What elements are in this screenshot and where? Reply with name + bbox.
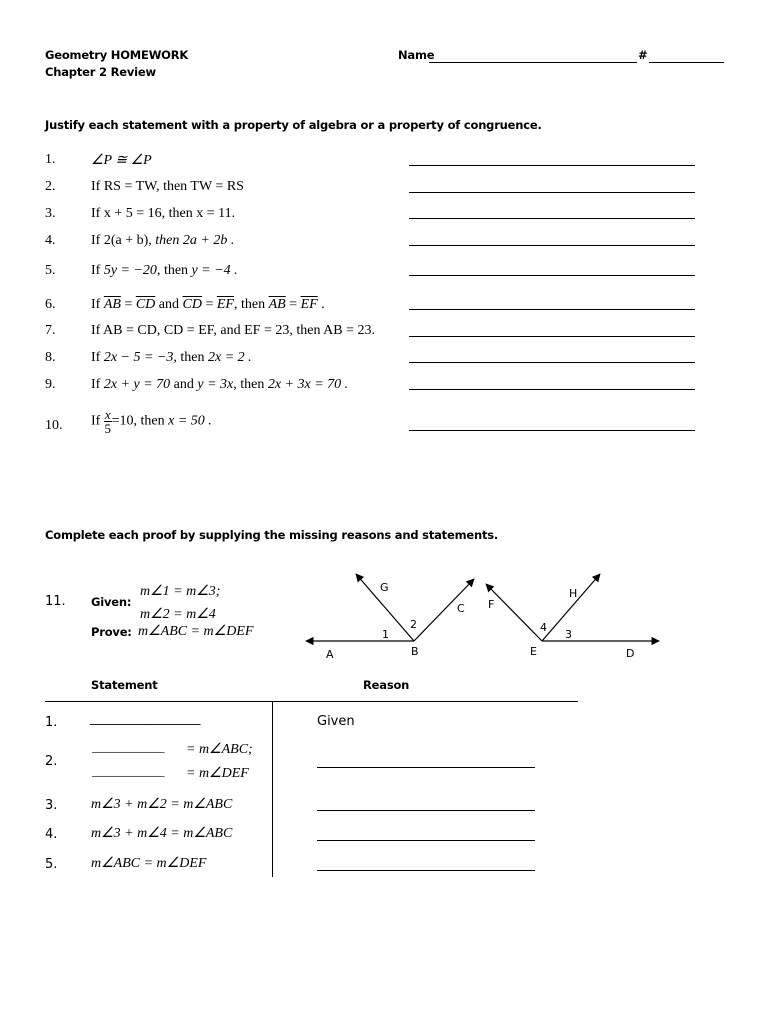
numerator: x (104, 407, 111, 422)
answer-blank-3[interactable] (409, 218, 695, 219)
reason-header: Reason (363, 678, 410, 692)
item-number: 8. (45, 350, 56, 365)
statement-6 (91, 297, 325, 313)
expression: 2x = 2 . (208, 350, 252, 365)
number-field[interactable] (649, 62, 724, 63)
item-number: 2. (45, 179, 56, 194)
then-word: , then (173, 350, 205, 365)
ray-EF (486, 584, 542, 641)
angle-label-2: 2 (410, 618, 417, 631)
item-number: 1. (45, 152, 56, 167)
statement-3: If x + 5 = 16, then x = 11. (91, 206, 236, 221)
segment: $\overline{EF}$ (300, 297, 318, 312)
problem-number: 11. (45, 594, 66, 609)
prove-statement: m∠ABC = m∠DEF (138, 624, 254, 639)
statement-2: If RS = TW, then TW = RS (91, 179, 244, 194)
statement-blank-1[interactable]: ____________________ (90, 711, 200, 725)
angle-label-4: 4 (540, 621, 547, 634)
given-statement-1: m∠1 = m∠3; (140, 584, 221, 599)
proof-row-number: 5. (45, 857, 58, 872)
equals: = (124, 297, 133, 312)
item-number: 10. (45, 418, 63, 433)
if-word: If (91, 413, 101, 429)
point-label-H: H (569, 587, 578, 600)
statement-2b: = m∠DEF (186, 766, 249, 781)
if-word: If (91, 377, 101, 392)
part2-instructions: Complete each proof by supplying the missing reasons and statements. (45, 528, 499, 542)
expression: 5y = −20 (103, 263, 157, 278)
reason-blank-4[interactable] (317, 840, 535, 841)
then-word: , then (233, 377, 265, 392)
table-divider-horizontal (45, 701, 578, 702)
reason-1: Given (317, 714, 355, 729)
item-number: 3. (45, 206, 56, 221)
statement-blank-2a[interactable]: ____________ (92, 739, 164, 754)
segment: $\overline{CD}$ (182, 297, 202, 312)
answer-blank-7[interactable] (409, 336, 695, 337)
point-label-C: C (457, 602, 465, 615)
then-word: then (155, 233, 180, 248)
expression: 2a + 2b . (182, 233, 235, 248)
if-word: If (91, 263, 101, 278)
item-number: 5. (45, 263, 56, 278)
angle-figure (0, 560, 770, 670)
statement-4 (91, 233, 234, 249)
segment: $\overline{EF}$ (216, 297, 234, 312)
statement-blank-2b[interactable]: ____________ (92, 763, 164, 778)
item-number: 9. (45, 377, 56, 392)
fraction (104, 408, 112, 435)
item-number: 7. (45, 323, 56, 338)
segment: $\overline{AB}$ (103, 297, 121, 312)
equals: = (205, 297, 214, 312)
period: . (321, 297, 325, 312)
answer-blank-5[interactable] (409, 275, 695, 276)
proof-row-number: 3. (45, 798, 58, 813)
name-label: Name (398, 48, 435, 62)
expression: =10 (111, 413, 134, 429)
point-label-F: F (488, 598, 495, 611)
answer-blank-8[interactable] (409, 362, 695, 363)
segment: $\overline{AB}$ (268, 297, 286, 312)
table-divider-vertical (272, 701, 273, 877)
expression: 2(a + b), (103, 233, 152, 248)
statement-5 (91, 263, 238, 279)
answer-blank-9[interactable] (409, 389, 695, 390)
prove-label: Prove: (91, 625, 132, 639)
and-word: and (158, 297, 180, 312)
answer-blank-4[interactable] (409, 245, 695, 246)
part1-instructions: Justify each statement with a property of algebra or a property of congruence. (45, 118, 542, 132)
equals: = (289, 297, 298, 312)
statement-9 (91, 377, 348, 393)
point-label-G: G (380, 581, 389, 594)
answer-blank-6[interactable] (409, 309, 695, 310)
answer-blank-1[interactable] (409, 165, 695, 166)
expression: 2x + 3x = 70 . (267, 377, 349, 392)
and-word: and (173, 377, 194, 392)
reason-blank-2[interactable] (317, 767, 535, 768)
statement-10 (91, 408, 212, 435)
statement-2a: = m∠ABC; (186, 742, 253, 757)
number-label: # (638, 48, 648, 62)
answer-blank-10[interactable] (409, 430, 695, 431)
reason-blank-3[interactable] (317, 810, 535, 811)
statement-4: m∠3 + m∠4 = m∠ABC (91, 826, 233, 841)
expression: 2x − 5 = −3 (103, 350, 174, 365)
then-word: , then (233, 297, 266, 312)
item-number: 6. (45, 297, 56, 312)
expression: y = −4 . (191, 263, 238, 278)
point-label-B: B (411, 645, 419, 658)
reason-blank-5[interactable] (317, 870, 535, 871)
if-word: If (91, 350, 101, 365)
item-number: 4. (45, 233, 56, 248)
expression: y = 3x (197, 377, 234, 392)
statement-5: m∠ABC = m∠DEF (91, 856, 207, 871)
statement-1: ∠P ≅ ∠P (91, 153, 152, 168)
if-word: If (91, 233, 101, 248)
denominator: 5 (104, 421, 111, 436)
proof-row-number: 4. (45, 827, 58, 842)
then-word: , then (156, 263, 189, 278)
proof-row-number: 2. (45, 754, 58, 769)
ray-BC (414, 579, 474, 641)
chapter-title: Chapter 2 Review (45, 65, 156, 79)
answer-blank-2[interactable] (409, 192, 695, 193)
statement-7: If AB = CD, CD = EF, and EF = 23, then AB = 23. (91, 323, 376, 338)
point-label-E: E (530, 645, 537, 658)
angle-label-1: 1 (382, 628, 389, 641)
angle-label-3: 3 (565, 628, 572, 641)
proof-row-number: 1. (45, 715, 58, 730)
expression: x = 50 . (168, 413, 212, 429)
course-title: Geometry HOMEWORK (45, 48, 189, 62)
statement-header: Statement (91, 678, 158, 692)
point-label-A: A (326, 648, 334, 661)
segment: $\overline{CD}$ (135, 297, 156, 312)
if-word: If (91, 297, 101, 312)
then-word: , then (133, 413, 165, 429)
name-field[interactable] (429, 62, 637, 63)
given-label: Given: (91, 595, 132, 609)
expression: 2x + y = 70 (103, 377, 171, 392)
given-statement-2: m∠2 = m∠4 (140, 607, 216, 622)
statement-8 (91, 350, 252, 366)
statement-3: m∠3 + m∠2 = m∠ABC (91, 797, 233, 812)
point-label-D: D (626, 647, 635, 660)
